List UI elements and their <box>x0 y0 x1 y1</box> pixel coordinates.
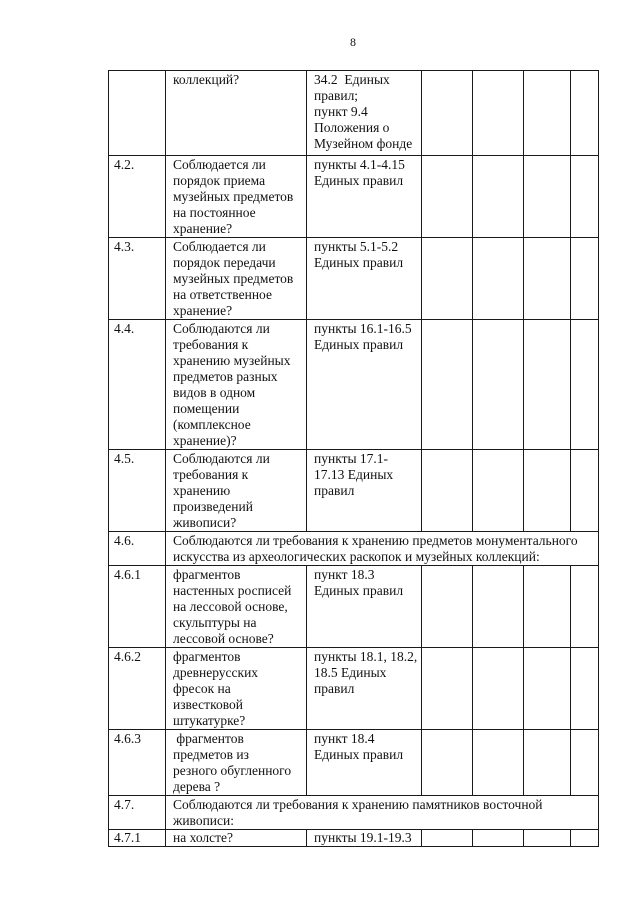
answer-cell <box>524 648 571 730</box>
table-row <box>109 566 599 648</box>
answer-cell <box>422 450 473 532</box>
inspection-table <box>108 70 599 847</box>
answer-cell <box>571 566 599 648</box>
answer-cell <box>473 71 524 156</box>
answer-cell <box>473 830 524 847</box>
table-row <box>109 648 599 730</box>
answer-cell <box>524 730 571 796</box>
section-heading-cell: Соблюдаются ли требования к хранению памятников восточной живописи: <box>166 796 599 830</box>
table-row <box>109 830 599 847</box>
item-number: 4.4. <box>109 320 166 450</box>
table-row <box>109 238 599 320</box>
item-number: 4.7.1 <box>109 830 166 847</box>
item-number <box>109 71 166 156</box>
reference-cell: пункты 4.1-4.15 Единых правил <box>307 156 422 238</box>
answer-cell <box>571 238 599 320</box>
answer-cell <box>571 156 599 238</box>
answer-cell <box>571 320 599 450</box>
reference-cell: пункты 18.1, 18.2, 18.5 Единых правил <box>307 648 422 730</box>
question-cell: коллекций? <box>166 71 307 156</box>
question-cell: фрагментов настенных росписей на лессовой основе, скульптуры на лессовой основе? <box>166 566 307 648</box>
question-cell: Соблюдаются ли требования к хранению произведений живописи? <box>166 450 307 532</box>
table-section-row <box>109 796 599 830</box>
answer-cell <box>571 450 599 532</box>
answer-cell <box>524 450 571 532</box>
reference-cell: пункты 5.1-5.2 Единых правил <box>307 238 422 320</box>
answer-cell <box>473 320 524 450</box>
item-number: 4.6. <box>109 532 166 566</box>
answer-cell <box>422 156 473 238</box>
answer-cell <box>422 71 473 156</box>
question-cell: Соблюдаются ли требования к хранению музейных предметов разных видов в одном помещении (комплексное хранение)? <box>166 320 307 450</box>
answer-cell <box>473 566 524 648</box>
question-cell: Соблюдается ли порядок приема музейных предметов на постоянное хранение? <box>166 156 307 238</box>
table-row <box>109 71 599 156</box>
answer-cell <box>524 830 571 847</box>
answer-cell <box>422 320 473 450</box>
answer-cell <box>422 566 473 648</box>
answer-cell <box>422 830 473 847</box>
table-section-row <box>109 532 599 566</box>
table-row <box>109 450 599 532</box>
question-cell: фрагментов предметов из резного обугленного дерева ? <box>166 730 307 796</box>
answer-cell <box>473 450 524 532</box>
answer-cell <box>571 830 599 847</box>
table-row <box>109 156 599 238</box>
reference-cell: 34.2 Единых правил; пункт 9.4 Положения о Музейном фонде <box>307 71 422 156</box>
item-number: 4.6.2 <box>109 648 166 730</box>
item-number: 4.2. <box>109 156 166 238</box>
answer-cell <box>422 238 473 320</box>
answer-cell <box>473 238 524 320</box>
question-cell: Соблюдается ли порядок передачи музейных предметов на ответственное хранение? <box>166 238 307 320</box>
reference-cell: пункты 19.1-19.3 <box>307 830 422 847</box>
section-heading-cell: Соблюдаются ли требования к хранению предметов монументального искусства из археологических раскопок и музейных коллекций: <box>166 532 599 566</box>
answer-cell <box>473 730 524 796</box>
answer-cell <box>524 320 571 450</box>
answer-cell <box>473 156 524 238</box>
item-number: 4.6.1 <box>109 566 166 648</box>
answer-cell <box>571 648 599 730</box>
answer-cell <box>571 71 599 156</box>
answer-cell <box>422 730 473 796</box>
answer-cell <box>524 238 571 320</box>
table-row <box>109 320 599 450</box>
item-number: 4.7. <box>109 796 166 830</box>
answer-cell <box>524 566 571 648</box>
item-number: 4.5. <box>109 450 166 532</box>
item-number: 4.6.3 <box>109 730 166 796</box>
answer-cell <box>473 648 524 730</box>
page-number: 8 <box>350 35 356 49</box>
reference-cell: пункт 18.4 Единых правил <box>307 730 422 796</box>
answer-cell <box>571 730 599 796</box>
table-row <box>109 730 599 796</box>
reference-cell: пункты 16.1-16.5 Единых правил <box>307 320 422 450</box>
question-cell: на холсте? <box>166 830 307 847</box>
reference-cell: пункты 17.1- 17.13 Единых правил <box>307 450 422 532</box>
reference-cell: пункт 18.3 Единых правил <box>307 566 422 648</box>
answer-cell <box>524 71 571 156</box>
answer-cell <box>524 156 571 238</box>
item-number: 4.3. <box>109 238 166 320</box>
question-cell: фрагментов древнерусских фресок на известковой штукатурке? <box>166 648 307 730</box>
answer-cell <box>422 648 473 730</box>
